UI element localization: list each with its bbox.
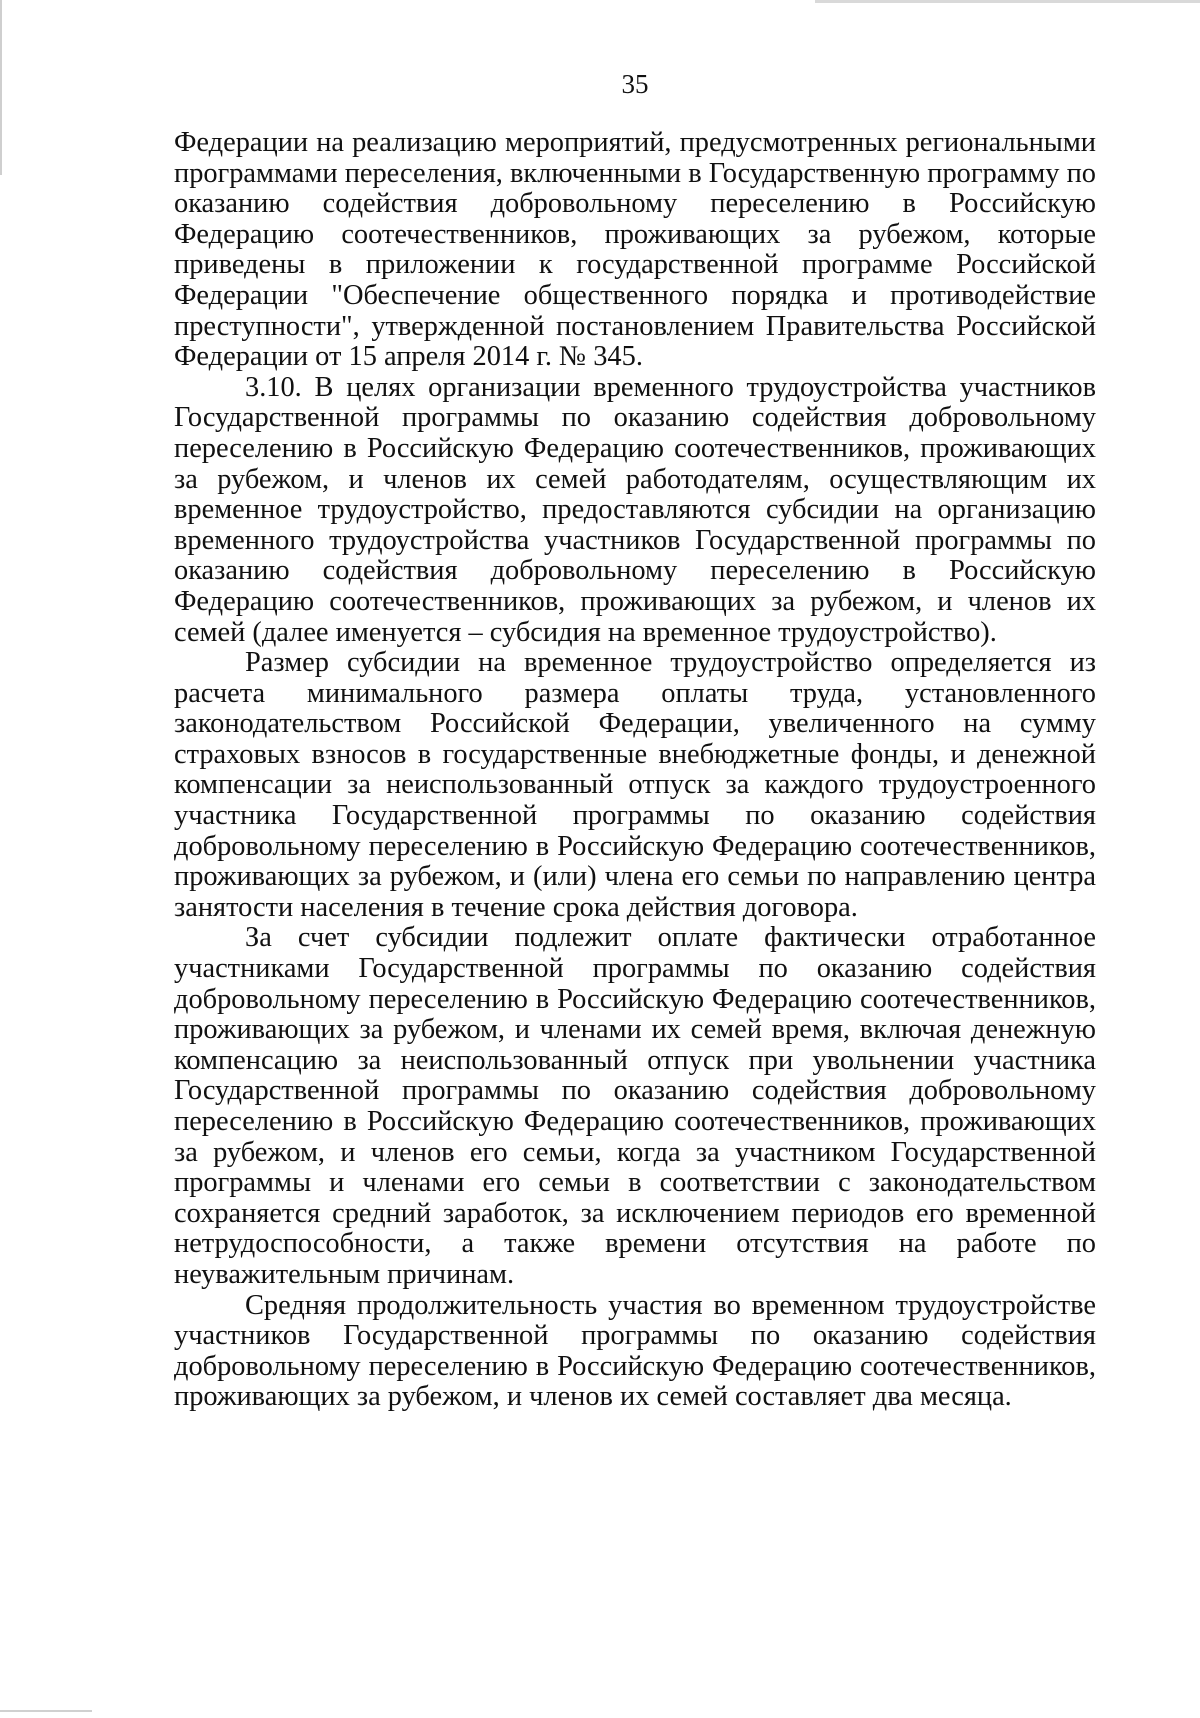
scan-edge-bottom — [0, 1710, 92, 1712]
paragraph-subsidy-payment: За счет субсидии подлежит оплате фактически отработанное участниками Государственной программы по оказанию содействия добровольному переселению в Российскую Федерацию соотечественников, проживающих за рубежом, и членами их семей время, включая денежную компенсацию за неиспользованный отпуск при увольнении участника Государственной программы по оказанию содействия добровольному переселению в Российскую Федерацию соотечественников, проживающих за рубежом, и членов его семьи, когда за участником Государственной программы и членами его семьи в соответствии с законодательством сохраняется средний заработок, за исключением периодов его временной нетрудоспособности, а также времени отсутствия на работе по неуважительным причинам. — [174, 922, 1096, 1290]
paragraph-section-3-10: 3.10. В целях организации временного трудоустройства участников Государственной программы по оказанию содействия добровольному переселению в Российскую Федерацию соотечественников, проживающих за рубежом, и членов их семей работодателям, осуществляющим их временное трудоустройство, предоставляются субсидии на организацию временного трудоустройства участников Государственной программы по оказанию содействия добровольному переселению в Российскую Федерацию соотечественников, проживающих за рубежом, и членов их семей (далее именуется – субсидия на временное трудоустройство). — [174, 371, 1096, 648]
paragraph-subsidy-size: Размер субсидии на временное трудоустройство определяется из расчета минимального размера оплаты труда, установленного законодательством Российской Федерации, увеличенного на сумму страховых взносов в государственные внебюджетные фонды, и денежной компенсации за неиспользованный отпуск за каждого трудоустроенного участника Государственной программы по оказанию содействия добровольному переселению в Российскую Федерацию соотечественников, проживающих за рубежом, и (или) члена его семьи по направлению центра занятости населения в течение срока действия договора. — [174, 647, 1096, 923]
page-number: 35 — [621, 69, 649, 99]
document-body — [174, 128, 1096, 1413]
paragraph-average-duration: Средняя продолжительность участия во временном трудоустройстве участников Государственной программы по оказанию содействия добровольному переселению в Российскую Федерацию соотечественников, проживающих за рубежом, и членов их семей составляет два месяца. — [174, 1289, 1096, 1413]
paragraph-continuation: Федерации на реализацию мероприятий, предусмотренных региональными программами переселения, включенными в Государственную программу по оказанию содействия добровольному переселению в Российскую Федерацию соотечественников, проживающих за рубежом, которые приведены в приложении к государственной программе Российской Федерации "Обеспечение общественного порядка и противодействие преступности", утвержденной постановлением Правительства Российской Федерации от 15 апреля 2014 г. № 345. — [174, 127, 1096, 373]
scan-edge-top — [815, 0, 1200, 3]
